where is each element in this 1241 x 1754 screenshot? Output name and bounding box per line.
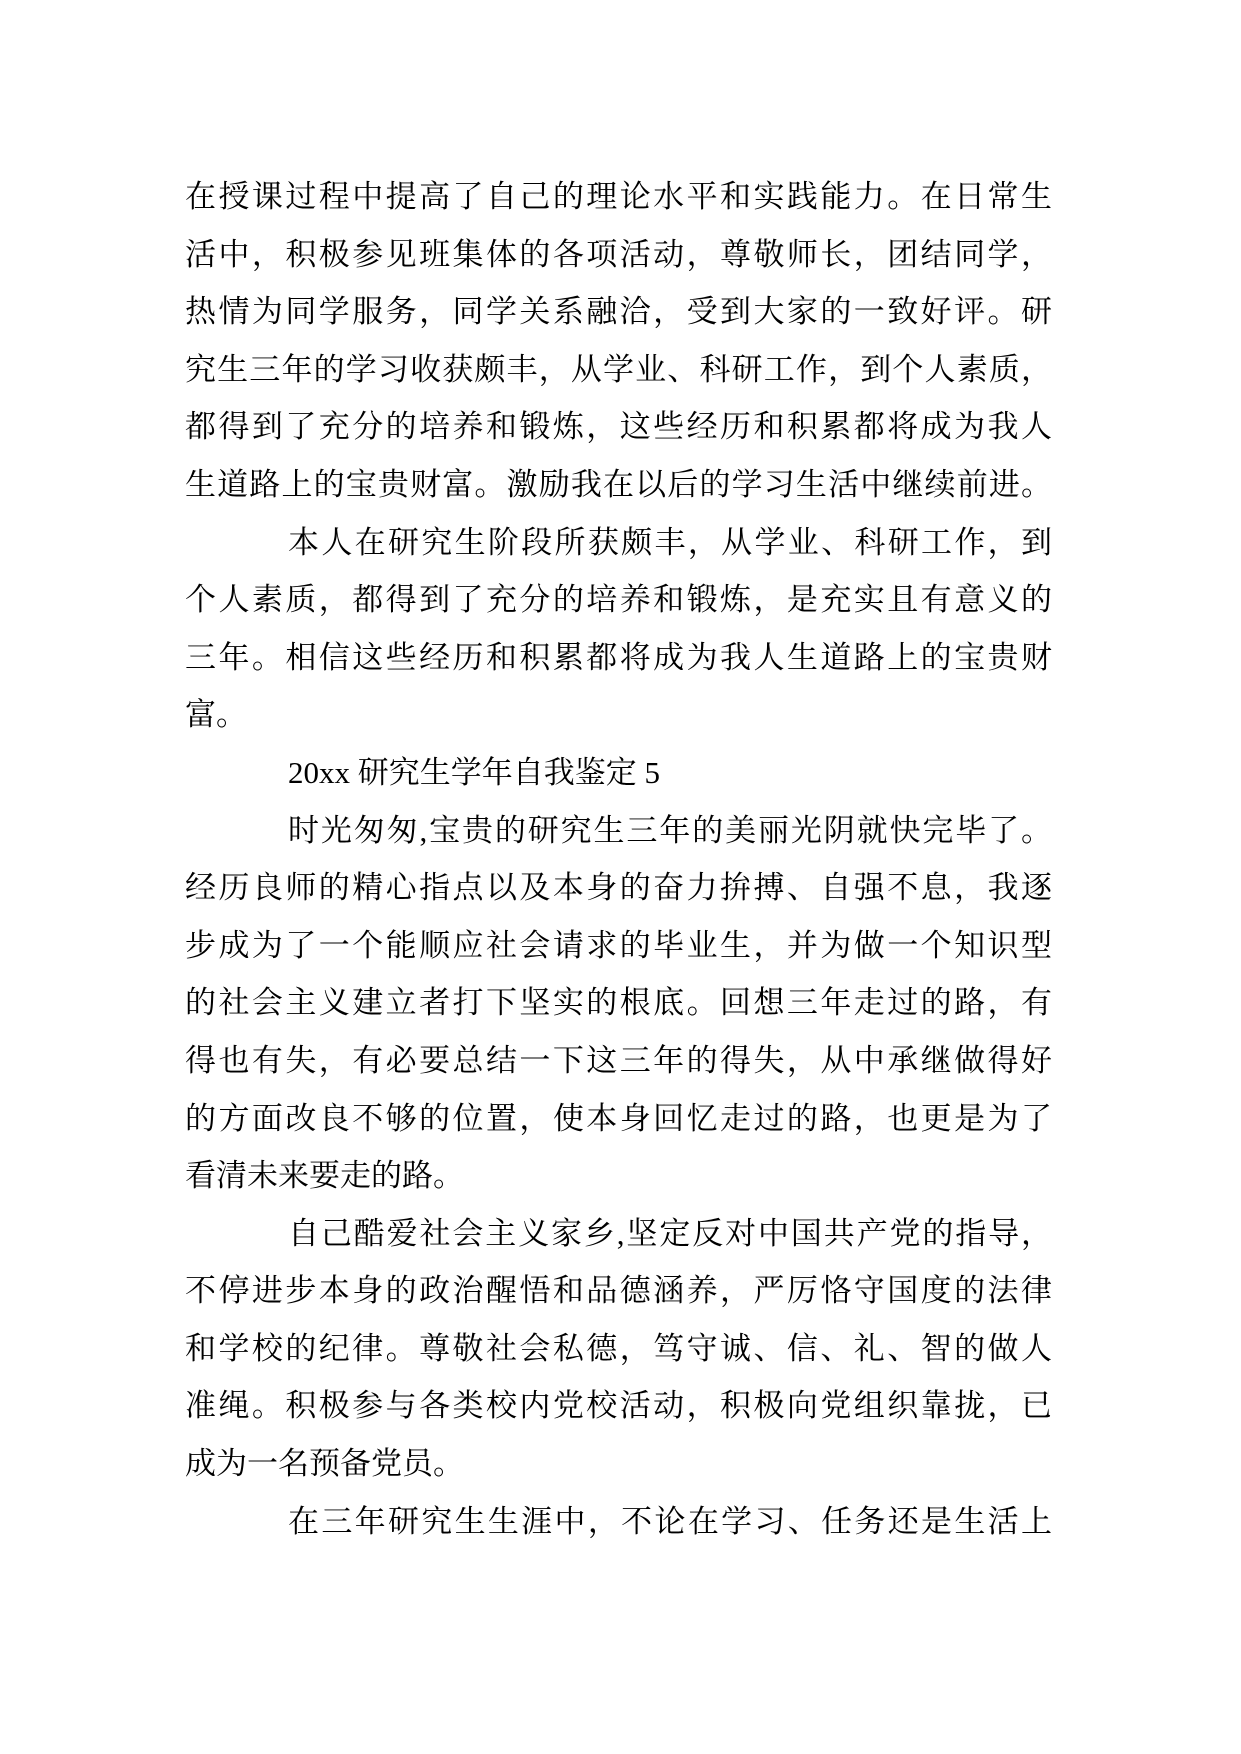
paragraph-first-line: 本人在研究生阶段所获颇丰，从学业、科研工作，到 <box>288 524 1052 560</box>
text-line: 的社会主义建立者打下坚实的根底。回想三年走过的路，有 <box>185 985 1052 1021</box>
text-line: 三年。相信这些经历和积累都将成为我人生道路上的宝贵财 <box>185 639 1052 675</box>
text-line: 个人素质，都得到了充分的培养和锻炼，是充实且有意义的 <box>185 582 1052 618</box>
text-line: 都得到了充分的培养和锻炼，这些经历和积累都将成为我人 <box>185 409 1052 445</box>
paragraph-last-line: 富。 <box>185 697 247 733</box>
text-line: 生道路上的宝贵财富。激励我在以后的学习生活中继续前进。 <box>185 466 1052 502</box>
text-line: 在授课过程中提高了自己的理论水平和实践能力。在日常生 <box>185 179 1052 214</box>
text-line: 经历良师的精心指点以及本身的奋力拚搏、自强不息，我逐 <box>185 870 1052 906</box>
text-line: 究生三年的学习收获颇丰，从学业、科研工作，到个人素质， <box>185 351 1052 387</box>
text-line: 热情为同学服务，同学关系融洽，受到大家的一致好评。研 <box>185 294 1052 330</box>
text-line: 活中，积极参见班集体的各项活动，尊敬师长，团结同学， <box>185 236 1052 272</box>
text-line: 和学校的纪律。尊敬社会私德，笃守诚、信、礼、智的做人 <box>185 1330 1052 1366</box>
paragraph-last-line: 看清未来要走的路。 <box>185 1158 464 1194</box>
text-line: 得也有失，有必要总结一下这三年的得失，从中承继做得好 <box>185 1042 1052 1078</box>
text-line: 不停进步本身的政治醒悟和品德涵养，严厉恪守国度的法律 <box>185 1273 1052 1309</box>
document-text-block <box>185 168 1052 1550</box>
text-line: 准绳。积极参与各类校内党校活动，积极向党组织靠拢，已 <box>185 1388 1052 1424</box>
section-title: 20xx 研究生学年自我鉴定 5 <box>288 754 660 790</box>
paragraph-first-line: 在三年研究生生涯中，不论在学习、任务还是生活上 <box>288 1503 1052 1539</box>
text-line: 步成为了一个能顺应社会请求的毕业生，并为做一个知识型 <box>185 927 1052 963</box>
paragraph-last-line: 成为一名预备党员。 <box>185 1446 464 1482</box>
paragraph-first-line: 自己酷爱社会主义家乡,坚定反对中国共产党的指导， <box>288 1215 1052 1251</box>
paragraph-first-line: 时光匆匆,宝贵的研究生三年的美丽光阴就快完毕了。 <box>288 812 1052 848</box>
text-line: 的方面改良不够的位置，使本身回忆走过的路，也更是为了 <box>185 1100 1052 1136</box>
